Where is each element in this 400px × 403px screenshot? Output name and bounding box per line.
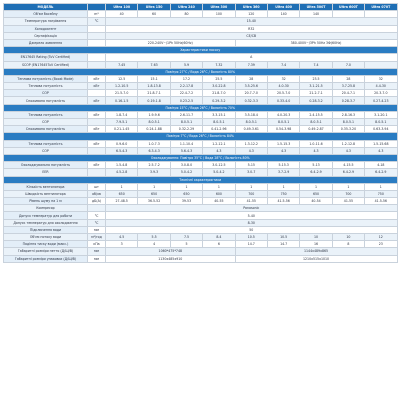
value-cell: 0.35-3.20 (332, 126, 364, 133)
value-cell: 40 (106, 11, 138, 18)
row-unit (88, 205, 106, 212)
value-cell: 14.7 (267, 241, 299, 248)
value-cell: 6.5-4.3 (106, 147, 138, 154)
value-cell: 15-40 (106, 18, 398, 25)
value-cell: 0.16-1.5 (106, 97, 138, 104)
value-cell: 600 (203, 190, 235, 197)
empty-cell (365, 61, 397, 68)
value-cell: 1130x485x910 (106, 255, 236, 262)
row-unit: дБ(А) (88, 198, 106, 205)
value-cell: 220-240V~/1Ph 50Hz(60Hz) (106, 39, 236, 46)
value-cell: 3.5-18.4 (235, 111, 267, 118)
row-unit: кВт (88, 162, 106, 169)
section-title: Повітря 15°C / Вода 26°C / Вологість 70% (4, 104, 398, 111)
table-row (4, 32, 398, 39)
section-title: Повітря 27°C / Вода 26°C / Вологість 80% (4, 68, 398, 75)
value-cell: 100 (203, 11, 235, 18)
value-cell: 1.3-12.2 (235, 140, 267, 147)
row-unit: мм (88, 255, 106, 262)
row-label: EN17645 Rating (TuV Certified) (4, 54, 88, 61)
value-cell: 7.39 (235, 61, 267, 68)
value-cell: 3.5-25.6 (235, 83, 267, 90)
table-row (4, 241, 398, 248)
value-cell: 1 (300, 183, 332, 190)
value-cell: 6.3-4.3 (138, 147, 170, 154)
table-row (4, 183, 398, 190)
value-cell: 36.5-52 (138, 198, 170, 205)
value-cell: 0.41-2.96 (203, 126, 235, 133)
row-label: Холодоагент (4, 25, 88, 32)
value-cell: 21.8-7.0 (203, 90, 235, 97)
model-column-header (88, 4, 106, 11)
spec-table (3, 3, 398, 263)
value-cell: 20.7-7.0 (235, 90, 267, 97)
value-cell: A (106, 54, 398, 61)
value-cell: 0.23-2.5 (170, 97, 202, 104)
value-cell: 25.5 (203, 75, 235, 82)
value-cell: 21.5-7.0 (106, 90, 138, 97)
table-row (4, 39, 398, 46)
empty-cell (365, 11, 397, 18)
value-cell: 4.3 (300, 147, 332, 154)
value-cell: 21.2-7.1 (300, 90, 332, 97)
table-row (4, 119, 398, 126)
value-cell: 10 (300, 234, 332, 241)
value-cell: 650 (300, 190, 332, 197)
value-cell: 1 (138, 183, 170, 190)
row-unit: m³ (88, 11, 106, 18)
model-column-header: Ultra 100 (106, 4, 138, 11)
row-label: Теплова потужність (Boost Mode) (4, 75, 88, 82)
value-cell: 1 (235, 183, 267, 190)
row-unit: об/хв (88, 190, 106, 197)
row-unit: мм (88, 248, 106, 255)
value-cell: 16 (300, 241, 332, 248)
section-title: Характеристики насосу (4, 47, 398, 54)
row-unit: °C (88, 212, 106, 219)
value-cell: 7.9-5.1 (106, 119, 138, 126)
row-unit: кВт (88, 140, 106, 147)
value-cell: 2.2-17.8 (170, 83, 202, 90)
value-cell: 8.0-5.1 (300, 119, 332, 126)
value-cell: 7.32 (203, 61, 235, 68)
value-cell: 8.0-5.1 (267, 119, 299, 126)
value-cell: 1.5-4.8 (106, 162, 138, 169)
value-cell: 41.5-56 (365, 198, 397, 205)
value-cell: 8.4 (203, 234, 235, 241)
value-cell: 1.2-12.1 (203, 140, 235, 147)
table-row (4, 25, 398, 32)
value-cell: 0.19-1.8 (138, 97, 170, 104)
value-cell: 1.8-13.8 (138, 83, 170, 90)
value-cell: 4.0-20.3 (267, 111, 299, 118)
value-cell: 80 (170, 11, 202, 18)
table-row (4, 248, 398, 255)
value-cell: 6 (203, 241, 235, 248)
value-cell: 10.5 (267, 234, 299, 241)
value-cell: 1.2-12.8 (332, 140, 364, 147)
value-cell: 7.45 (106, 61, 138, 68)
table-row (4, 205, 398, 212)
value-cell: 0.9-6.0 (106, 140, 138, 147)
value-cell: 8-30 (106, 219, 398, 226)
value-cell: 8.0-5.1 (332, 119, 364, 126)
table-row (4, 111, 398, 118)
row-label: Рівень шуму на 1 м (4, 198, 88, 205)
row-unit: кВт (88, 111, 106, 118)
value-cell: 1144x489x865 (235, 248, 397, 255)
value-cell: 1.5-15.68 (365, 140, 397, 147)
row-label: Підключення води (4, 226, 88, 233)
table-row (4, 219, 398, 226)
row-unit (88, 119, 106, 126)
row-label: Допуск температур для охолодження (4, 219, 88, 226)
value-cell: 3.0-8.0 (170, 162, 202, 169)
row-label: Падіння тиску води (макс.) (4, 241, 88, 248)
value-cell: 39-53 (170, 198, 202, 205)
value-cell: 1.8-7.4 (106, 111, 138, 118)
value-cell: 8.0-5.1 (365, 119, 397, 126)
value-cell: 0.21-1.45 (106, 126, 138, 133)
row-label: Охолоджувальна потужність (4, 162, 88, 169)
row-unit (88, 39, 106, 46)
value-cell: 1 (332, 183, 364, 190)
value-cell: 2.6-11.7 (170, 111, 202, 118)
value-cell: 5.0-4.2 (203, 169, 235, 176)
value-cell: 1.9-9.6 (138, 111, 170, 118)
row-label: EER (4, 169, 88, 176)
row-label: Об'єм басейну (4, 11, 88, 18)
value-cell: 28 (332, 75, 364, 82)
row-unit: кПа (88, 241, 106, 248)
value-cell: 6.4-2.9 (365, 169, 397, 176)
value-cell: 650 (170, 190, 202, 197)
value-cell: 4.3 (267, 147, 299, 154)
row-label: Допуск температур для роботи (4, 212, 88, 219)
value-cell: 8.0-5.1 (203, 119, 235, 126)
table-row (4, 226, 398, 233)
table-row (4, 54, 398, 61)
value-cell: 4-15.5 (332, 162, 364, 169)
row-unit: кВт (88, 75, 106, 82)
table-row (4, 190, 398, 197)
value-cell: 0.49-3.61 (235, 126, 267, 133)
value-cell: 5.9 (170, 61, 202, 68)
row-label: Об'єм потоку води (4, 234, 88, 241)
section-title: Повітря 7°C / Вода 26°C / Вологість 84% (4, 133, 398, 140)
row-unit: шт (88, 183, 106, 190)
value-cell: 3.1-21.5 (300, 83, 332, 90)
value-cell: 750 (267, 190, 299, 197)
row-unit: кВт (88, 83, 106, 90)
value-cell: 1210x515x1010 (235, 255, 397, 262)
model-column-header: Ultra 240 (170, 4, 202, 11)
row-label: Споживана потужність (4, 126, 88, 133)
value-cell: 4 (138, 241, 170, 248)
value-cell: 0.63-3.94 (365, 126, 397, 133)
table-row (4, 255, 398, 262)
row-label: COP (4, 90, 88, 97)
value-cell: 8 (332, 241, 364, 248)
value-cell: 380-400V~/3Ph 50Hz 3Ф(60Hz) (235, 39, 397, 46)
table-row (4, 90, 398, 97)
value-cell: 2.8-16.3 (332, 111, 364, 118)
value-cell: 5 (170, 241, 202, 248)
row-label: Температура нагрівання (4, 18, 88, 25)
row-label: SCOP (EN17645TuV Certified) (4, 61, 88, 68)
value-cell: 7.0 (332, 61, 364, 68)
value-cell: 140 (300, 11, 332, 18)
table-row (4, 61, 398, 68)
value-cell: 41-55 (235, 198, 267, 205)
value-cell: 1.1-10.4 (170, 140, 202, 147)
value-cell: 5.6-4.3 (170, 147, 202, 154)
value-cell: 41-55 (332, 198, 364, 205)
value-cell: 21.8-7.1 (138, 90, 170, 97)
row-unit: кВт (88, 126, 106, 133)
value-cell: 60 (138, 11, 170, 18)
row-label: Швидкість вентилятора (4, 190, 88, 197)
value-cell: 50 (106, 226, 398, 233)
table-row (4, 140, 398, 147)
value-cell: 5-15 (235, 162, 267, 169)
value-cell: 20.4-7.1 (332, 90, 364, 97)
section-header-row (4, 68, 398, 75)
row-unit (88, 32, 106, 39)
value-cell: 28 (235, 75, 267, 82)
value-cell: 27-48.5 (106, 198, 138, 205)
value-cell: 1 (106, 183, 138, 190)
model-column-header: Ultra 600T (332, 4, 364, 11)
section-header-row (4, 176, 398, 183)
table-row (4, 18, 398, 25)
row-label: Теплова потужність (4, 111, 88, 118)
value-cell: 4.3 (203, 147, 235, 154)
value-cell: 4.3 (332, 147, 364, 154)
value-cell: 40-55 (203, 198, 235, 205)
model-column-header: Ultra 150 (138, 4, 170, 11)
value-cell: 4.5 (106, 234, 138, 241)
value-cell: 17.2 (170, 75, 202, 82)
value-cell: 0.28-3.2 (300, 97, 332, 104)
value-cell: 0.32-2.29 (170, 126, 202, 133)
value-cell: 0.54-3.98 (267, 126, 299, 133)
value-cell: 32 (267, 75, 299, 82)
value-cell: 4.3 (235, 147, 267, 154)
model-column-header: Ultra 400 (267, 4, 299, 11)
value-cell: CE/CB (106, 32, 398, 39)
value-cell: 1.5-15.3 (267, 140, 299, 147)
table-row (4, 162, 398, 169)
value-cell: 0.29-3.2 (203, 97, 235, 104)
row-label: Кількість вентилятора (4, 183, 88, 190)
row-unit (88, 25, 106, 32)
value-cell: 0.28-3.7 (332, 97, 364, 104)
value-cell: 1 (203, 183, 235, 190)
row-unit (88, 147, 106, 154)
value-cell: 750 (365, 190, 397, 197)
value-cell: 0.27-4.23 (365, 97, 397, 104)
value-cell: Panasonic (106, 205, 398, 212)
value-cell: 1.2-10.5 (106, 83, 138, 90)
value-cell: 1.0-7.3 (138, 140, 170, 147)
table-row (4, 75, 398, 82)
section-header-row (4, 133, 398, 140)
section-header-row (4, 104, 398, 111)
row-unit (88, 169, 106, 176)
value-cell: 3.0-7 (235, 169, 267, 176)
value-cell: 700 (332, 190, 364, 197)
value-cell: 4.3 (365, 147, 397, 154)
value-cell: 3.3-15.1 (203, 111, 235, 118)
value-cell: 140 (267, 11, 299, 18)
value-cell: 8.0-5.1 (170, 119, 202, 126)
section-title: Охолоджування: Повітря 35°C / Вода 28°C / Вологість 80% (4, 154, 398, 161)
row-label: Габаритні розміри упаковки (Д/Ш/В) (4, 255, 88, 262)
value-cell: 5.5 (138, 234, 170, 241)
row-label: Джерело живлення (4, 39, 88, 46)
value-cell: 20.3-7.0 (365, 90, 397, 97)
value-cell: 1.0-11.6 (300, 140, 332, 147)
value-cell: 8.0-5.1 (138, 119, 170, 126)
value-cell: 12 (365, 234, 397, 241)
value-cell: 32 (365, 75, 397, 82)
row-unit (88, 61, 106, 68)
value-cell: 650 (138, 190, 170, 197)
value-cell: 22.4-7.2 (170, 90, 202, 97)
value-cell: 2.4-15.5 (300, 111, 332, 118)
row-unit (88, 90, 106, 97)
row-unit: мм (88, 226, 106, 233)
row-label: Сертифікація (4, 32, 88, 39)
value-cell: 15.1 (138, 75, 170, 82)
table-row (4, 83, 398, 90)
row-unit: °C (88, 18, 106, 25)
value-cell: 3.7-2.9 (267, 169, 299, 176)
value-cell: 12.5 (106, 75, 138, 82)
section-header-row (4, 47, 398, 54)
row-label: COP (4, 147, 88, 154)
row-unit: °C (88, 219, 106, 226)
value-cell: 1060*475*748 (106, 248, 236, 255)
value-cell: 4.0-30 (267, 83, 299, 90)
value-cell: 5.0-4.2 (170, 169, 202, 176)
model-column-header: Ultra 300 (203, 4, 235, 11)
value-cell: 1 (267, 183, 299, 190)
table-row (4, 198, 398, 205)
row-label: Теплова потужність (4, 83, 88, 90)
value-cell: 23 (365, 241, 397, 248)
model-column-header: Ultra 070T (365, 4, 397, 11)
value-cell: 3.7-25.8 (332, 83, 364, 90)
section-header-row (4, 154, 398, 161)
model-header: МОДЕЛЬ (4, 4, 88, 11)
value-cell: 3 (106, 241, 138, 248)
value-cell: 1 (365, 183, 397, 190)
model-column-header: Ultra 500T (300, 4, 332, 11)
value-cell: 6.4-2.9 (300, 169, 332, 176)
value-cell: 7.4 (300, 61, 332, 68)
model-column-header: Ultra 360 (235, 4, 267, 11)
value-cell: 5-40 (106, 212, 398, 219)
table-row (4, 126, 398, 133)
value-cell: 120 (235, 11, 267, 18)
value-cell: 3.1-20.1 (365, 111, 397, 118)
table-row (4, 212, 398, 219)
value-cell: 5-15.3 (267, 162, 299, 169)
value-cell: 4.5-2.8 (106, 169, 138, 176)
section-title: Технічні характеристики (4, 176, 398, 183)
value-cell: 3.0-12.5 (203, 162, 235, 169)
value-cell: 10.5 (235, 234, 267, 241)
table-row (4, 169, 398, 176)
value-cell: 10 (332, 234, 364, 241)
value-cell: 7.4 (267, 61, 299, 68)
value-cell: 3.0-22.8 (203, 83, 235, 90)
row-unit: кВт (88, 97, 106, 104)
value-cell: 650 (106, 190, 138, 197)
row-label: Теплова потужність (4, 140, 88, 147)
value-cell: 7.63 (138, 61, 170, 68)
value-cell: 1 (170, 183, 202, 190)
value-cell: 14.7 (235, 241, 267, 248)
value-cell: 20.5-7.0 (267, 90, 299, 97)
value-cell: 40-54 (300, 198, 332, 205)
value-cell: 0.33-4.0 (267, 97, 299, 104)
value-cell: 5-13 (300, 162, 332, 169)
row-label: Споживана потужність (4, 97, 88, 104)
value-cell: 4-18 (365, 162, 397, 169)
table-header-row (4, 4, 398, 11)
value-cell: 6.4-2.9 (332, 169, 364, 176)
row-unit (88, 54, 106, 61)
table-row (4, 234, 398, 241)
value-cell: 3.9-3 (138, 169, 170, 176)
row-label: COP (4, 119, 88, 126)
value-cell: R32 (106, 25, 398, 32)
table-row (4, 11, 398, 18)
value-cell: 0.32-3.3 (235, 97, 267, 104)
value-cell: 41.5-56 (267, 198, 299, 205)
value-cell: 23.5 (300, 75, 332, 82)
value-cell: 4.4-30 (365, 83, 397, 90)
value-cell: 0.24-1.88 (138, 126, 170, 133)
value-cell: 700 (235, 190, 267, 197)
empty-cell (332, 11, 364, 18)
row-label: Габаритні розміри нетто (Д/Ш/В) (4, 248, 88, 255)
value-cell: 7.5 (170, 234, 202, 241)
row-unit: м³/год (88, 234, 106, 241)
table-row (4, 147, 398, 154)
table-row (4, 97, 398, 104)
value-cell: 8.0-5.1 (235, 119, 267, 126)
value-cell: 0.49-2.87 (300, 126, 332, 133)
row-label: Компресор (4, 205, 88, 212)
value-cell: 2.5-7.2 (138, 162, 170, 169)
